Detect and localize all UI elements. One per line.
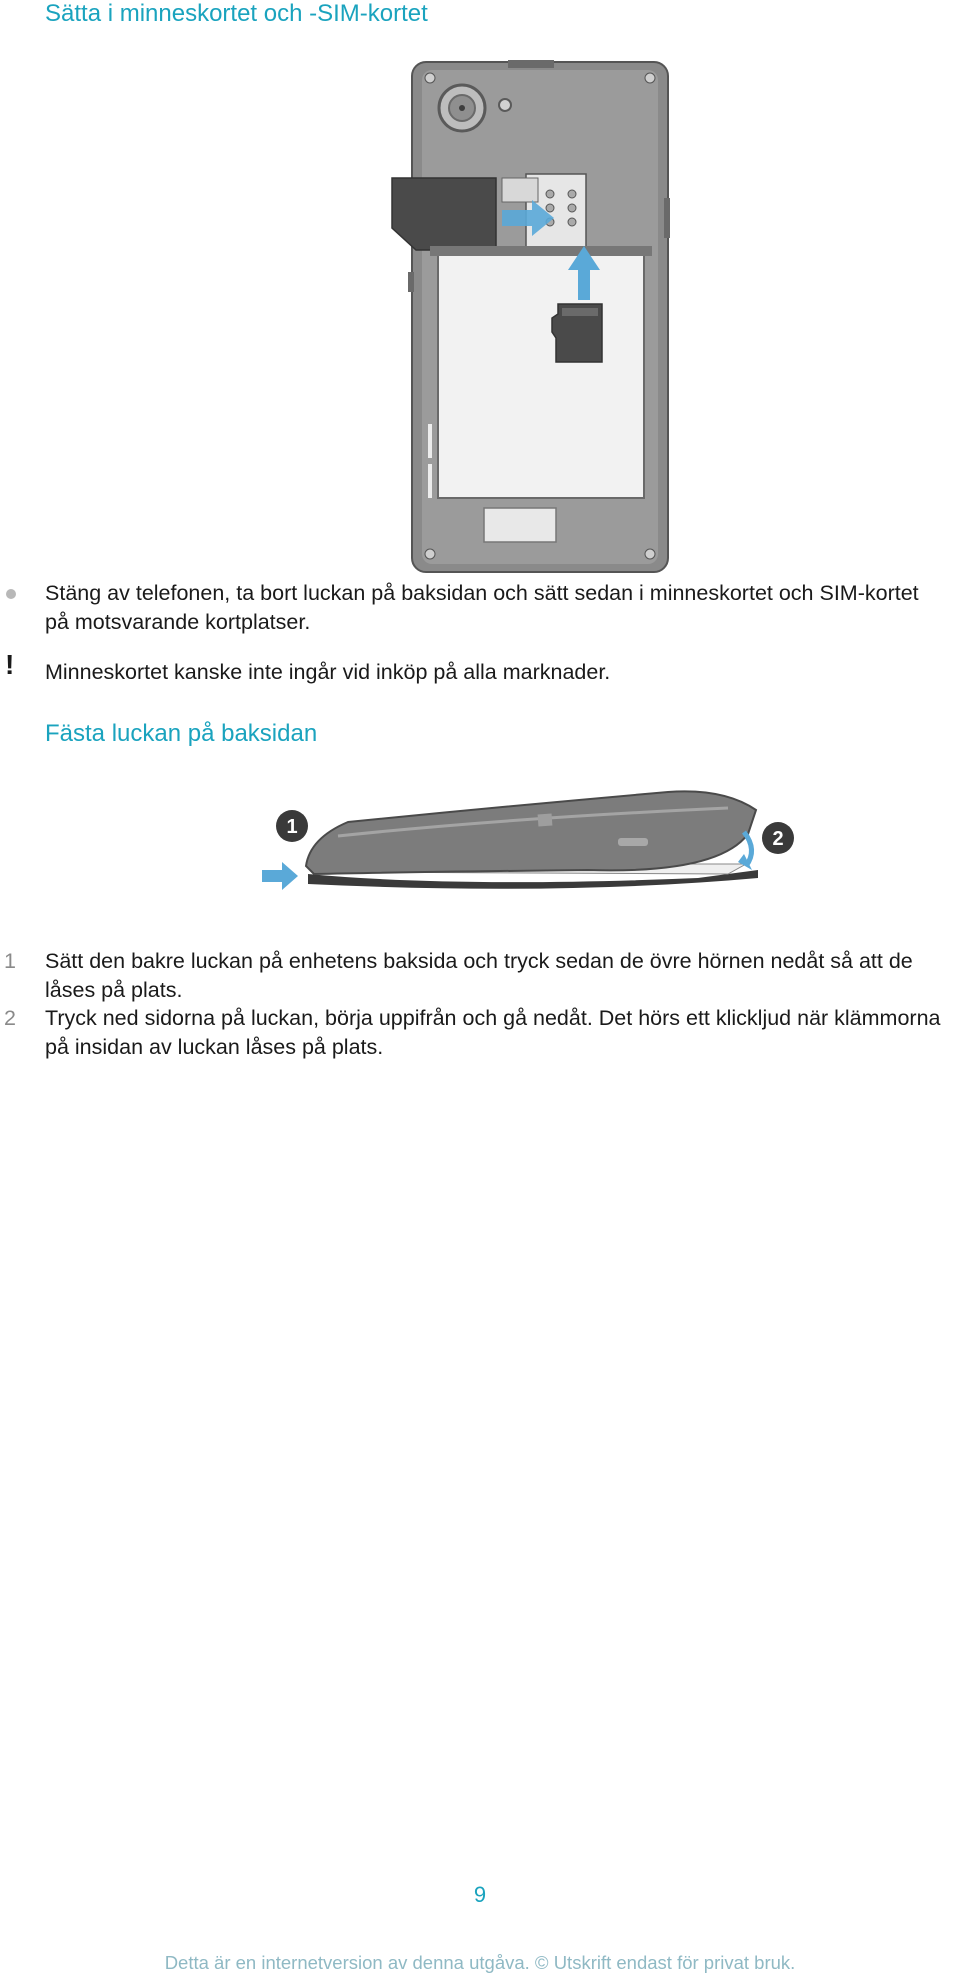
press-arrow-1: [262, 862, 298, 890]
callout-1-label: 1: [286, 816, 298, 838]
bullet-marker: [6, 589, 16, 599]
section-title-insert-cards: Sätta i minneskortet och -SIM-kortet: [45, 0, 428, 27]
page-number: 9: [473, 1882, 487, 1907]
step-1-number: 1: [4, 949, 16, 973]
step-2-number: 2: [4, 1006, 16, 1030]
footer-note: Detta är en internetversion av denna utgåva. © Utskrift endast för privat bruk.: [164, 1952, 796, 1973]
callout-2-label: 2: [772, 828, 784, 850]
instruction-bullet: Stäng av telefonen, ta bort luckan på baksidan och sätt sedan i minneskortet och SIM-kortet på motsvarande kortplatser.: [45, 581, 919, 634]
step-1-text: Sätt den bakre luckan på enhetens baksida och tryck sedan de övre hörnen nedåt så att de låses på plats.: [45, 949, 913, 1002]
phone-back-illustration: [312, 56, 772, 576]
sim-card: [392, 178, 496, 250]
cover-attach-illustration: [258, 778, 798, 896]
battery-compartment: [438, 252, 644, 498]
step-2-text: Tryck ned sidorna på luckan, börja uppifrån och gå nedåt. Det hörs ett klickljud när klämmorna på insidan av luckan låses på plats.: [45, 1006, 941, 1059]
section-title-attach-cover: Fästa luckan på baksidan: [45, 720, 318, 747]
warning-note: Minneskortet kanske inte ingår vid inköp på alla marknader.: [45, 660, 611, 684]
warning-icon: !: [5, 649, 15, 680]
